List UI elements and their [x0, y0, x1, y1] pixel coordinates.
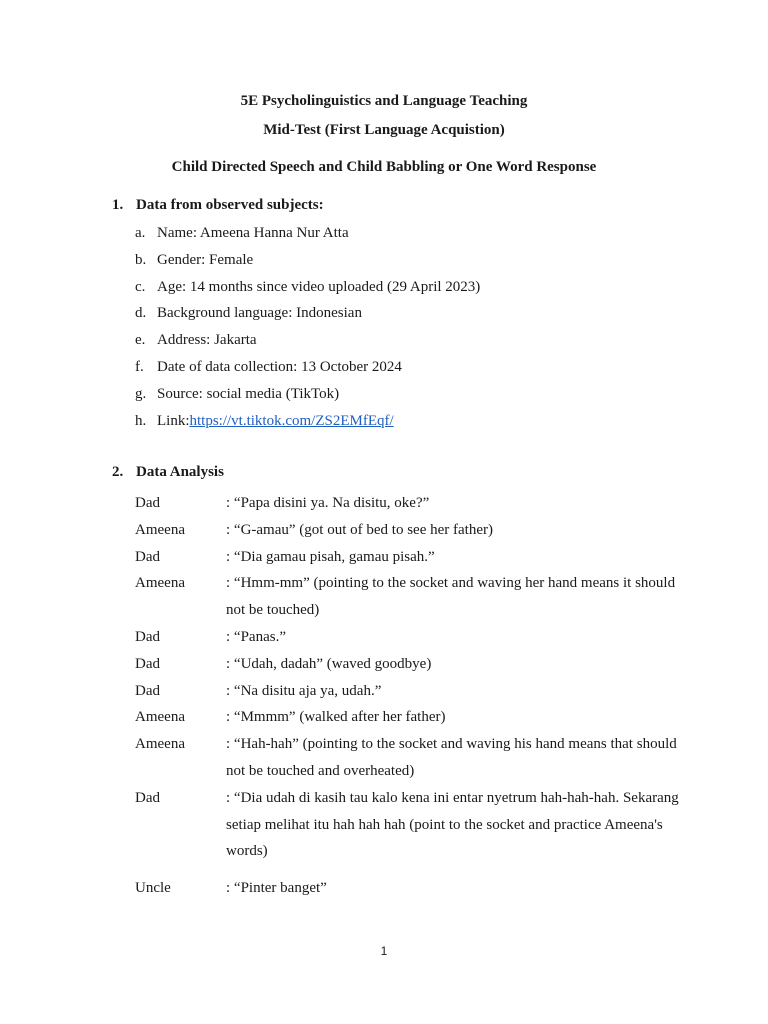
speaker-name: Dad	[135, 628, 160, 645]
list-item	[135, 276, 480, 303]
dialogue-transcript	[135, 490, 680, 902]
section-2-heading	[112, 464, 224, 481]
section-2-number: 2.	[112, 464, 124, 480]
dialogue-turn	[135, 490, 680, 517]
dialogue-turn	[135, 678, 680, 705]
utterance: : “Dia gamau pisah, gamau pisah.”	[226, 548, 435, 565]
exam-title: Mid-Test (First Language Acquistion)	[263, 122, 505, 138]
list-text: Background language: Indonesian	[157, 305, 362, 322]
utterance: : “Hmm-mm” (pointing to the socket and waving her hand means it should not be touched)	[226, 575, 676, 619]
section-2-title: Data Analysis	[136, 464, 224, 480]
list-text: Address: Jakarta	[157, 332, 257, 349]
list-letter: g.	[135, 385, 147, 402]
utterance: : “Mmmm” (walked after her father)	[226, 709, 446, 726]
list-item	[135, 383, 480, 410]
list-item	[135, 249, 480, 276]
list-text: Link:	[157, 412, 190, 429]
list-letter: a.	[135, 225, 146, 241]
tiktok-link[interactable]: https://vt.tiktok.com/ZS2EMfEqf/	[189, 412, 394, 429]
list-text: Source: social media (TikTok)	[157, 385, 340, 402]
dialogue-turn	[135, 651, 680, 678]
dialogue-turn	[135, 544, 680, 571]
list-text: Date of data collection: 13 October 2024	[157, 358, 402, 375]
utterance: : “Panas.”	[226, 628, 286, 645]
list-letter: e.	[135, 332, 146, 349]
utterance: : “Pinter banget”	[226, 880, 327, 897]
dialogue-turn	[135, 570, 680, 624]
list-text: Name: Ameena Hanna Nur Atta	[157, 225, 349, 241]
utterance: : “Na disitu aja ya, udah.”	[226, 682, 382, 699]
page-number: 1	[380, 944, 388, 958]
list-text: Gender: Female	[157, 251, 254, 268]
speaker-name: Dad	[135, 789, 160, 806]
speaker-name: Dad	[135, 682, 160, 699]
speaker-name: Dad	[135, 495, 160, 511]
list-item	[135, 222, 480, 249]
dialogue-turn	[135, 785, 680, 865]
speaker-name: Ameena	[135, 736, 185, 753]
list-letter: d.	[135, 305, 147, 322]
utterance: : “Papa disini ya. Na disitu, oke?”	[226, 495, 430, 511]
section-1-number: 1.	[112, 197, 124, 213]
list-item	[135, 410, 480, 437]
dialogue-turn	[135, 731, 680, 785]
speaker-name: Ameena	[135, 709, 185, 726]
section-1-heading	[112, 197, 324, 214]
list-text: Age: 14 months since video uploaded (29 April 2023)	[157, 278, 481, 295]
dialogue-turn	[135, 875, 680, 902]
speaker-name: Dad	[135, 655, 160, 672]
speaker-name: Ameena	[135, 575, 185, 592]
utterance: : “G-amau” (got out of bed to see her father)	[226, 521, 493, 538]
course-title: 5E Psycholinguistics and Language Teaching	[240, 93, 528, 109]
list-letter: b.	[135, 251, 147, 268]
speaker-name: Uncle	[135, 880, 171, 897]
utterance: : “Hah-hah” (pointing to the socket and waving his hand means that should not be touched and overheated)	[226, 736, 677, 779]
dialogue-turn	[135, 704, 680, 731]
list-letter: h.	[135, 412, 147, 429]
section-1-title: Data from observed subjects:	[136, 197, 324, 213]
list-letter: f.	[135, 358, 144, 375]
list-item	[135, 356, 480, 383]
topic-title: Child Directed Speech and Child Babbling or One Word Response	[171, 159, 597, 175]
speaker-name: Ameena	[135, 521, 185, 538]
dialogue-turn	[135, 624, 680, 651]
dialogue-turn	[135, 517, 680, 544]
subject-info-list	[135, 222, 480, 436]
speaker-name: Dad	[135, 548, 160, 565]
list-item	[135, 329, 480, 356]
utterance: : “Udah, dadah” (waved goodbye)	[226, 655, 432, 672]
list-letter: c.	[135, 278, 146, 295]
list-item	[135, 302, 480, 329]
utterance: : “Dia udah di kasih tau kalo kena ini entar nyetrum hah-hah-hah. Sekarang setiap melihat itu hah hah hah (point to the socket and practice Ameena's words)	[226, 789, 679, 860]
